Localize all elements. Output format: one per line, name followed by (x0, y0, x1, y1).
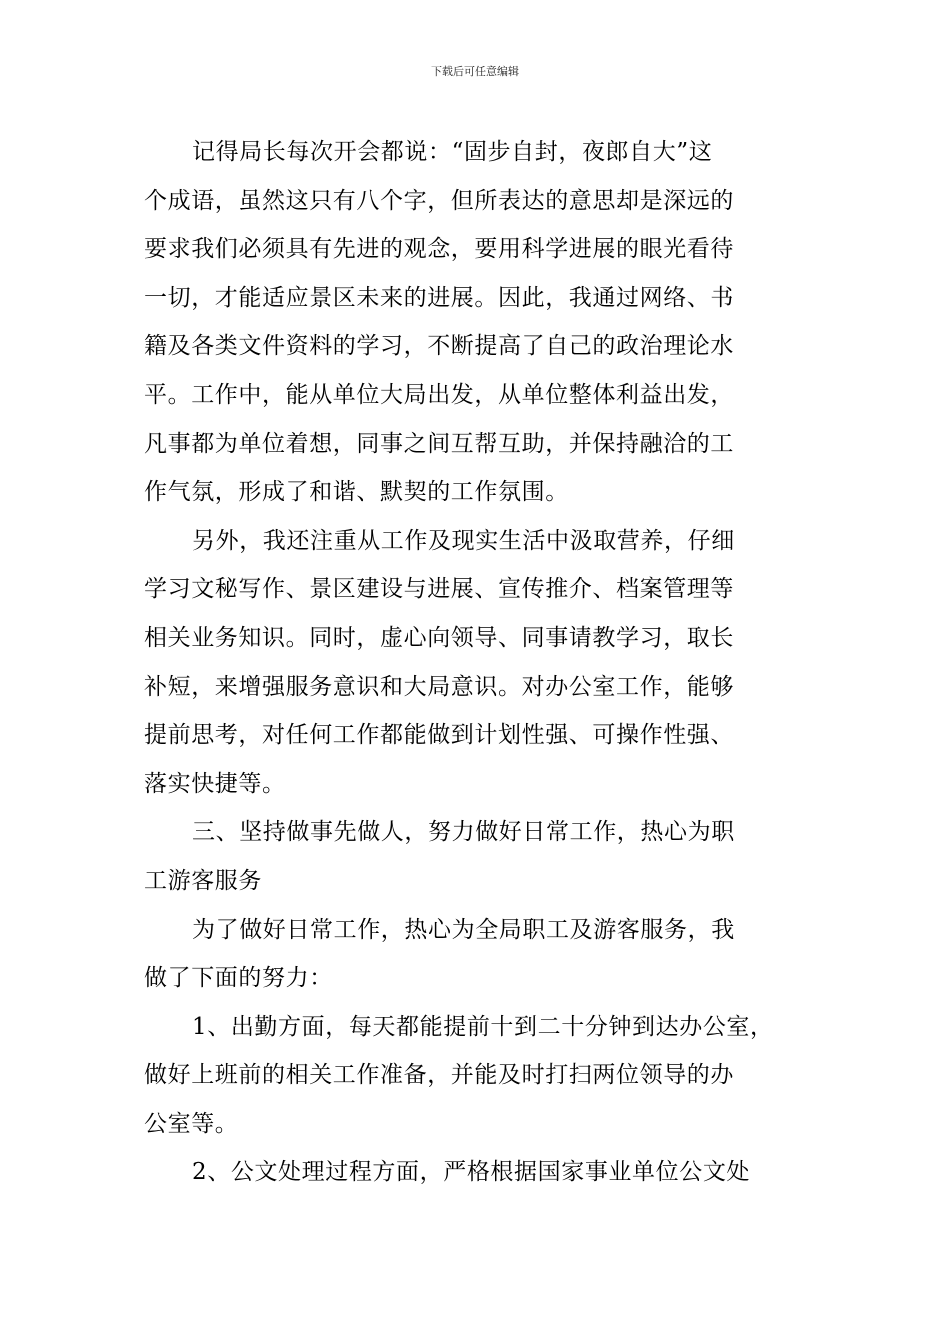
text-line: 做好上班前的相关工作准备，并能及时打扫两位领导的办 (144, 1062, 734, 1089)
paragraph-daily-work-intro (144, 906, 816, 1003)
paragraph-document-processing (144, 1148, 816, 1197)
text-line: 要求我们必须具有先进的观念，要用科学进展的眼光看待 (144, 236, 734, 263)
text-line: 工游客服务 (144, 867, 262, 894)
text-line: 做了下面的努力： (144, 965, 333, 992)
text-line: 三、坚持做事先做人，努力做好日常工作，热心为职 (192, 819, 735, 846)
text-line: 2、公文处理过程方面，严格根据国家事业单位公文处 (192, 1159, 751, 1186)
page-header-note: 下载后可任意编辑 (431, 65, 519, 78)
text-line: 为了做好日常工作，热心为全局职工及游客服务，我 (192, 916, 735, 943)
text-line: 平。工作中，能从单位大局出发，从单位整体利益出发， (144, 381, 734, 408)
paragraph-attendance (144, 1003, 816, 1149)
text-line: 补短，来增强服务意识和大局意识。对办公室工作，能够 (144, 673, 734, 700)
text-line: 个成语，虽然这只有八个字，但所表达的意思却是深远的 (144, 187, 734, 214)
section-heading-three (144, 808, 816, 905)
text-line: 籍及各类文件资料的学习，不断提高了自己的政治理论水 (144, 333, 734, 360)
text-line: 公室等。 (144, 1110, 239, 1137)
text-line: 凡事都为单位着想，同事之间互帮互助，并保持融洽的工 (144, 430, 734, 457)
text-line: 提前思考，对任何工作都能做到计划性强、可操作性强、 (144, 722, 734, 749)
document-body (144, 128, 816, 1197)
text-line: 相关业务知识。同时，虚心向领导、同事请教学习，取长 (144, 624, 734, 651)
text-line: 一切，才能适应景区未来的进展。因此，我通过网络、书 (144, 284, 734, 311)
text-line: 学习文秘写作、景区建设与进展、宣传推介、档案管理等 (144, 576, 734, 603)
paragraph-political-study (144, 128, 816, 517)
text-line: 作气氛，形成了和谐、默契的工作氛围。 (144, 479, 569, 506)
text-line: 记得局长每次开会都说：“固步自封，夜郎自大”这 (192, 139, 713, 165)
text-line: 落实快捷等。 (144, 770, 286, 797)
paragraph-business-learning (144, 517, 816, 809)
text-line: 另外，我还注重从工作及现实生活中汲取营养，仔细 (192, 527, 735, 554)
text-line: 1、出勤方面，每天都能提前十到二十分钟到达办公室， (192, 1013, 774, 1040)
